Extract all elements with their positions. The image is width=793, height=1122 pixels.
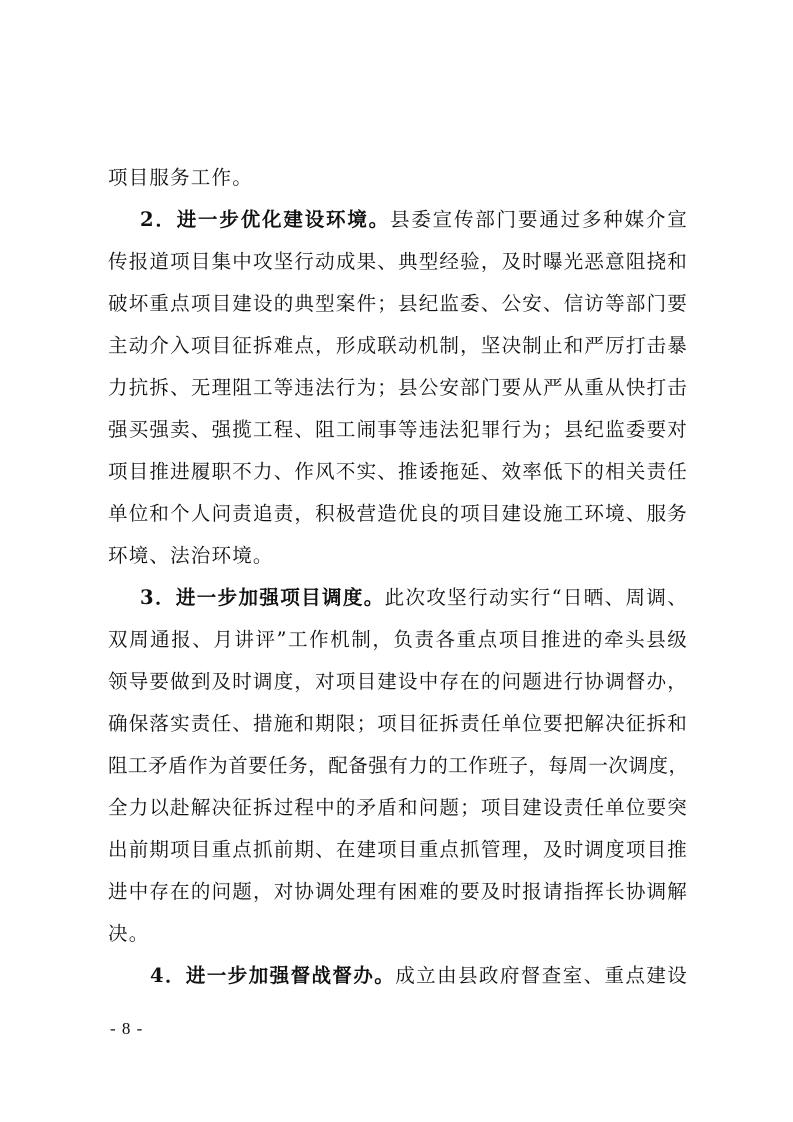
body-text: 出前期项目重点抓前期、在建项目重点抓管理，及时调度项目推 [108,838,688,861]
body-text: 破坏重点项目建设的典型案件；县纪监委、公安、信访等部门要 [108,292,688,315]
body-text: 项目推进履职不力、作风不实、推诿拖延、效率低下的相关责任 [108,460,688,483]
body-text: 主动介入项目征拆难点，形成联动机制，坚决制止和严厉打击暴 [108,334,688,357]
body-line [108,418,688,442]
body-text: 力抗拆、无理阻工等违法行为；县公安部门要从严从重从快打击 [108,376,688,399]
body-line [108,460,688,484]
body-text: 领导要做到及时调度，对项目建设中存在的问题进行协调督办， [108,670,688,693]
page-number: - 8 - [110,1019,144,1038]
body-text: 强买强卖、强揽工程、阻工闹事等违法犯罪行为；县纪监委要对 [108,418,688,441]
body-line [108,502,688,526]
section-heading-line [140,208,688,232]
body-line [108,922,688,946]
body-text: 传报道项目集中攻坚行动成果、典型经验，及时曝光恶意阻挠和 [108,250,688,273]
body-line [108,334,688,358]
body-line [108,670,688,694]
body-line [108,712,688,736]
body-line [108,796,688,820]
body-text: 环境、法治环境。 [108,544,274,567]
section-heading: 2．进一步优化建设环境。 [140,208,391,231]
body-text: 成立由县政府督查室、重点建设 [395,964,688,987]
section-heading: 4．进一步加强督战督办。 [150,964,396,987]
body-text: 阻工矛盾作为首要任务，配备强有力的工作班子，每周一次调度， [108,754,688,777]
section-heading: 3．进一步加强项目调度。 [140,586,385,609]
body-line [108,754,688,778]
body-line [108,376,688,400]
body-text: 确保落实责任、措施和期限；项目征拆责任单位要把解决征拆和 [108,712,688,735]
body-text: 决。 [108,922,150,945]
section-heading-line [140,586,688,610]
body-text: 双周通报、月讲评”工作机制，负责各重点项目推进的牵头县级 [108,628,688,651]
body-text: 进中存在的问题，对协调处理有困难的要及时报请指挥长协调解 [108,880,688,903]
body-text: 此次攻坚行动实行“日晒、周调、 [384,586,688,609]
body-line [108,166,688,190]
section-heading-line [150,964,688,988]
body-line [108,880,688,904]
body-text: 项目服务工作。 [108,166,253,189]
body-line [108,544,688,568]
body-line [108,250,688,274]
body-text: 单位和个人问责追责，积极营造优良的项目建设施工环境、服务 [108,502,688,525]
body-line [108,292,688,316]
body-line [108,838,688,862]
body-text: 全力以赴解决征拆过程中的矛盾和问题；项目建设责任单位要突 [108,796,688,819]
body-text: 县委宣传部门要通过多种媒介宣 [390,208,688,231]
body-line [108,628,688,652]
